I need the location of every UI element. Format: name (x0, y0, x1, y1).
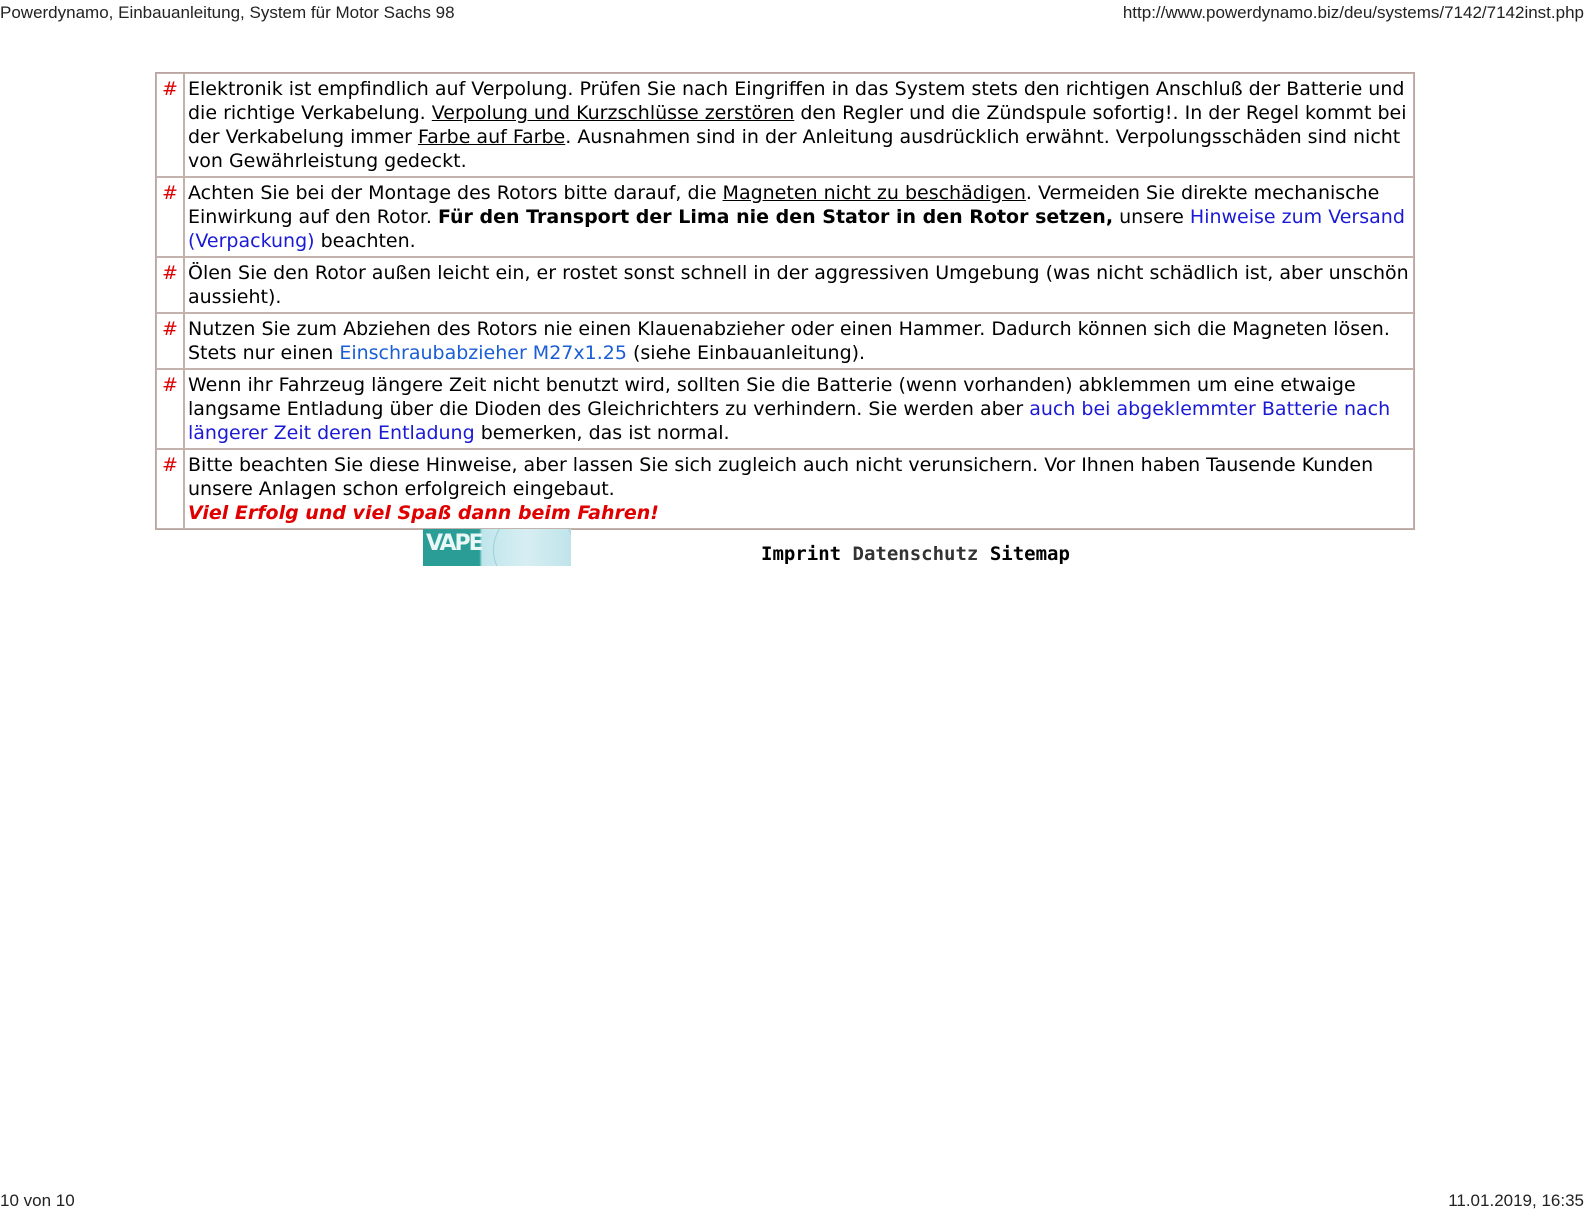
note-text: Elektronik ist empfindlich auf Verpolung. Prüfen Sie nach Eingriffen in das System stets den richtigen Anschluß der Batterie und die richtige Verkabelung. Verpolung und Kurzschlüsse zerstören den Regler und die Zündspule sofortig!. In der Regel kommt bei der Verkabelung immer Farbe auf Farbe. Ausnahmen sind in der Anleitung ausdrücklich erwähnt. Verpolungsschäden sind nicht von Gewährleistung gedeckt. (184, 73, 1414, 177)
note-bold-warning: Für den Transport der Lima nie den Stator in den Rotor setzen, (438, 206, 1114, 228)
imprint-link[interactable]: Imprint (761, 543, 842, 565)
closing-wish: Viel Erfolg und viel Spaß dann beim Fahren! (188, 502, 659, 524)
notes-table (155, 72, 1415, 530)
print-datetime: 11.01.2019, 16:35 (1448, 1191, 1584, 1210)
note-text: Nutzen Sie zum Abziehen des Rotors nie einen Klauenabzieher oder einen Hammer. Dadurch können sich die Magneten lösen. Stets nur einen Einschraubabzieher M27x1.25 (siehe Einbauanleitung). (184, 313, 1414, 369)
note-row (156, 73, 1414, 177)
datenschutz-link[interactable]: Datenschutz (852, 543, 979, 565)
note-text: Ölen Sie den Rotor außen leicht ein, er rostet sonst schnell in der aggressiven Umgebung (was nicht schädlich ist, aber unschön aussieht). (184, 257, 1414, 313)
note-row (156, 177, 1414, 257)
note-bullet: # (156, 177, 184, 257)
versand-hinweise-link[interactable]: Hinweise zum Versand (Verpackung) (188, 206, 1405, 252)
print-footer (0, 1191, 1584, 1211)
einschraubabzieher-link[interactable]: Einschraubabzieher M27x1.25 (339, 342, 627, 364)
print-header-url: http://www.powerdynamo.biz/deu/systems/7142/7142inst.php (1122, 3, 1584, 22)
globe-icon (493, 529, 571, 566)
note-bullet: # (156, 257, 184, 313)
note-row (156, 369, 1414, 449)
site-footer (0, 528, 1584, 568)
note-emphasis: Magneten nicht zu beschädigen (722, 182, 1026, 204)
note-emphasis: Farbe auf Farbe (418, 126, 566, 148)
note-text: Bitte beachten Sie diese Hinweise, aber lassen Sie sich zugleich auch nicht verunsichern. Vor Ihnen haben Tausende Kunden unsere Anlagen schon erfolgreich eingebaut. Viel Erfolg und viel Spaß dann beim Fahren! (184, 449, 1414, 529)
note-bullet: # (156, 313, 184, 369)
note-bullet: # (156, 73, 184, 177)
note-bullet: # (156, 449, 184, 529)
page-number: 10 von 10 (0, 1191, 75, 1210)
print-header (0, 3, 1584, 23)
note-row (156, 449, 1414, 529)
footer-links (761, 543, 1070, 565)
note-text: Wenn ihr Fahrzeug längere Zeit nicht benutzt wird, sollten Sie die Batterie (wenn vorhanden) abklemmen um eine etwaige langsame Entladung über die Dioden des Gleichrichters zu verhindern. Sie werden aber auch bei abgeklemmter Batterie nach längerer Zeit deren Entladung bemerken, das ist normal. (184, 369, 1414, 449)
note-row (156, 313, 1414, 369)
note-emphasis: Verpolung und Kurzschlüsse zerstören (431, 102, 795, 124)
note-text: Achten Sie bei der Montage des Rotors bitte darauf, die Magneten nicht zu beschädigen. Vermeiden Sie direkte mechanische Einwirkung auf den Rotor. Für den Transport der Lima nie den Stator in den Rotor setzen, unsere Hinweise zum Versand (Verpackung) beachten. (184, 177, 1414, 257)
print-header-title: Powerdynamo, Einbauanleitung, System für Motor Sachs 98 (0, 3, 455, 22)
note-row (156, 257, 1414, 313)
sitemap-link[interactable]: Sitemap (989, 543, 1070, 565)
vape-logo[interactable] (423, 529, 571, 566)
vape-logo-mark: VAPE (426, 531, 482, 556)
note-bullet: # (156, 369, 184, 449)
batterie-entladung-link[interactable]: auch bei abgeklemmter Batterie nach längerer Zeit deren Entladung (188, 398, 1391, 444)
